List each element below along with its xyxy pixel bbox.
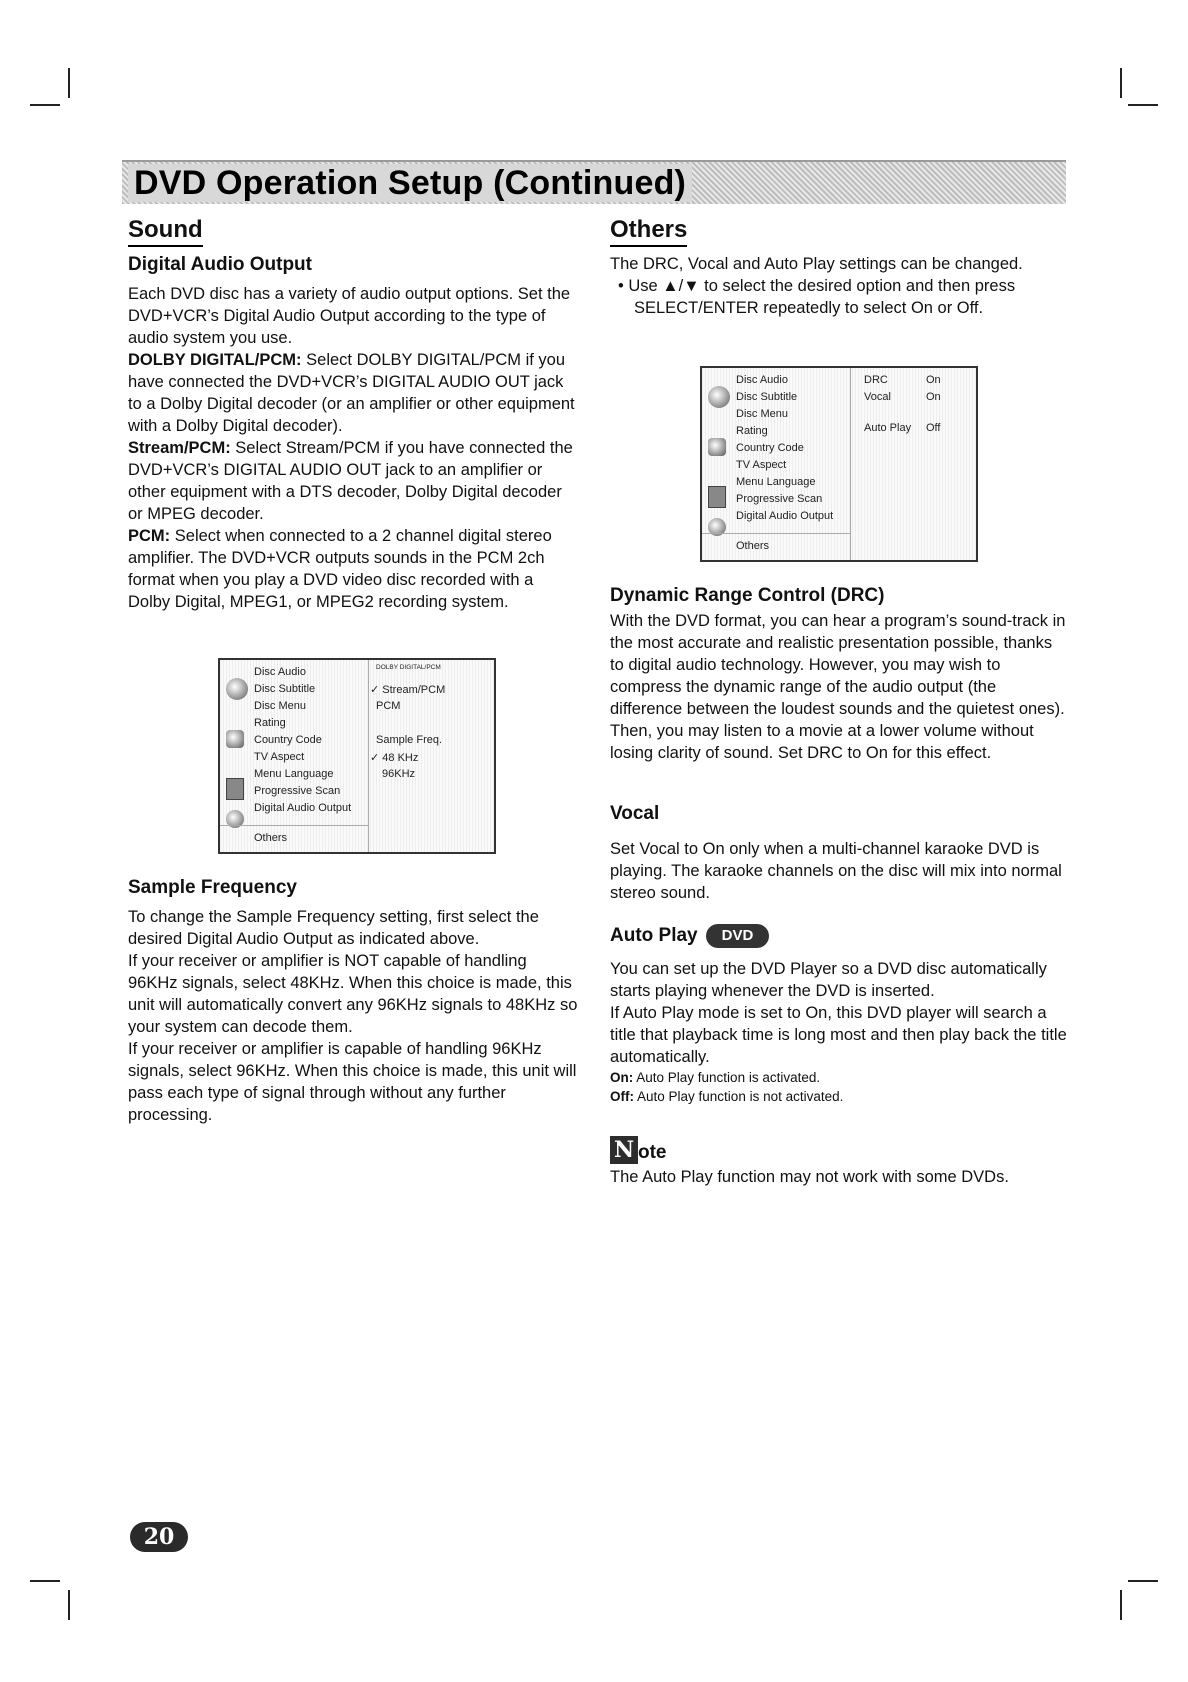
menu-item: Disc Audio — [254, 666, 306, 678]
menu-item: Digital Audio Output — [736, 510, 834, 522]
menu-others-row — [220, 825, 368, 852]
menu-option: PCM — [376, 700, 401, 712]
menu-others-row — [702, 533, 850, 560]
menu-item: Rating — [736, 425, 768, 437]
sound-heading: Sound — [128, 216, 203, 247]
crop-mark — [68, 68, 70, 98]
sf-paragraph: To change the Sample Frequency setting, first select the desired Digital Audio Output as indicated above. — [128, 908, 539, 948]
note-heading — [610, 1136, 1070, 1164]
section-banner — [122, 160, 1066, 204]
page-title: DVD Operation Setup (Continued) — [128, 164, 692, 202]
menu-item: Disc Menu — [736, 408, 788, 420]
sample-frequency-section — [128, 876, 578, 1126]
disc-icon — [226, 678, 248, 700]
dvd-badge: DVD — [706, 924, 770, 948]
menu-option: 96KHz — [382, 768, 416, 780]
autoplay-text: You can set up the DVD Player so a DVD disc automatically starts playing whenever the DVD is inserted. — [610, 960, 1047, 1001]
menu-item: Country Code — [736, 442, 804, 454]
disc-icon — [708, 386, 730, 408]
autoplay-heading-row — [610, 924, 1070, 948]
setup-menu-screenshot-others — [700, 366, 978, 562]
note-word: ote — [638, 1142, 667, 1163]
menu-option-vocal-value: On — [926, 391, 941, 403]
menu-item: Disc Menu — [254, 700, 306, 712]
language-icon — [226, 778, 244, 800]
drc-section — [610, 584, 1070, 764]
crop-mark — [1128, 104, 1158, 106]
crop-mark — [30, 104, 60, 106]
menu-option-vocal: Vocal — [864, 391, 891, 403]
pcm-label: PCM: — [128, 527, 171, 545]
sf-paragraph: If your receiver or amplifier is capable of handling 96KHz signals, select 96KHz. When this choice is made, this unit will pass each type of signal through without any further processing. — [128, 1040, 577, 1124]
autoplay-heading: Auto Play — [610, 925, 698, 947]
others-intro: The DRC, Vocal and Auto Play settings can be changed. — [610, 255, 1023, 273]
menu-item: Rating — [254, 717, 286, 729]
crop-mark — [68, 1590, 70, 1620]
crop-mark — [1120, 68, 1122, 98]
drc-heading: Dynamic Range Control (DRC) — [610, 585, 885, 606]
menu-item: Progressive Scan — [254, 785, 341, 797]
bullet-item: • Use ▲/▼ to select the desired option and then press SELECT/ENTER repeatedly to select On or Off. — [618, 277, 1016, 317]
page-number: 20 — [130, 1522, 188, 1552]
autoplay-text: If Auto Play mode is set to On, this DVD player will search a title that playback time is long most and then play back the title automatically. — [610, 1004, 1067, 1067]
note-text: The Auto Play function may not work with some DVDs. — [610, 1168, 1009, 1186]
dolby-paragraph — [128, 349, 578, 437]
vocal-text: Set Vocal to On only when a multi-channel karaoke DVD is playing. The karaoke channels on the disc will mix into normal stereo sound. — [610, 840, 1062, 902]
menu-item: Progressive Scan — [736, 493, 823, 505]
note-section — [610, 1136, 1070, 1188]
menu-item: Menu Language — [736, 476, 816, 488]
digital-audio-output-heading: Digital Audio Output — [128, 254, 312, 275]
vocal-heading: Vocal — [610, 803, 660, 824]
pcm-paragraph — [128, 525, 578, 613]
stream-paragraph — [128, 437, 578, 525]
setup-menu-screenshot-audio — [218, 658, 496, 854]
menu-item: Others — [254, 832, 288, 844]
sample-frequency-heading: Sample Frequency — [128, 877, 297, 898]
menu-option-autoplay: Auto Play — [864, 422, 912, 434]
menu-item-selected: Others — [736, 540, 770, 552]
bullet-text: Use ▲/▼ to select the desired option and then press SELECT/ENTER repeatedly to select On or Off. — [628, 277, 1016, 317]
note-icon: N — [610, 1136, 638, 1164]
right-column — [610, 216, 1070, 319]
dolby-text: Select DOLBY DIGITAL/PCM if you have connected the DVD+VCR’s DIGITAL AUDIO OUT jack to a Dolby Digital decoder (or an amplifier or other equipment with a Dolby Digital decoder). — [128, 351, 575, 435]
pcm-text: Select when connected to a 2 channel digital stereo amplifier. The DVD+VCR outputs sounds in the PCM 2ch format when you play a DVD video disc recorded with a Dolby Digital, MPEG1, or MPEG2 recording system. — [128, 527, 552, 611]
autoplay-off-line — [610, 1087, 1070, 1106]
autoplay-section — [610, 924, 1070, 1106]
menu-item: Country Code — [254, 734, 322, 746]
menu-item: Disc Subtitle — [254, 683, 316, 695]
menu-item: TV Aspect — [736, 459, 787, 471]
menu-item: TV Aspect — [254, 751, 305, 763]
others-heading: Others — [610, 216, 687, 247]
menu-item: Disc Subtitle — [736, 391, 798, 403]
menu-option-header: Sample Freq. — [376, 734, 443, 746]
off-label: Off: — [610, 1089, 634, 1105]
stream-label: Stream/PCM: — [128, 439, 231, 457]
menu-option-drc-value: On — [926, 374, 941, 386]
on-label: On: — [610, 1070, 634, 1086]
menu-option: DOLBY DIGITAL/PCM — [376, 664, 441, 671]
on-text: Auto Play function is activated. — [633, 1070, 821, 1086]
menu-option-selected: ✓ 48 KHz — [370, 752, 419, 764]
dao-intro: Each DVD disc has a variety of audio output options. Set the DVD+VCR’s Digital Audio Output according to the type of audio system you use. — [128, 285, 571, 347]
menu-item-selected: Digital Audio Output — [254, 802, 352, 814]
autoplay-on-line — [610, 1068, 1070, 1087]
menu-item: Disc Audio — [736, 374, 788, 386]
language-icon — [708, 486, 726, 508]
menu-option-selected: ✓ Stream/PCM — [370, 684, 446, 696]
dolby-label: DOLBY DIGITAL/PCM: — [128, 351, 302, 369]
vocal-section — [610, 802, 1070, 904]
menu-item: Menu Language — [254, 768, 334, 780]
crop-mark — [1120, 1590, 1122, 1620]
crop-mark — [1128, 1580, 1158, 1582]
crop-mark — [30, 1580, 60, 1582]
drc-text: With the DVD format, you can hear a program’s sound-track in the most accurate and realistic presentation possible, thanks to digital audio technology. However, you may wish to compress the dynamic range of the audio output (the difference between the loudest sounds and the quietest ones). Then, you may listen to a movie at a lower volume without losing clarity of sound. Set DRC to On for this effect. — [610, 612, 1066, 762]
menu-option-drc: DRC — [864, 374, 888, 386]
off-text: Auto Play function is not activated. — [634, 1089, 844, 1105]
stream-text: Select Stream/PCM if you have connected the DVD+VCR’s DIGITAL AUDIO OUT jack to an amplifier or other equipment with a DTS decoder, Dolby Digital decoder or MPEG decoder. — [128, 439, 573, 523]
sf-paragraph: If your receiver or amplifier is NOT capable of handling 96KHz signals, select 48KHz. When this choice is made, this unit will automatically convert any 96KHz signals to 48KHz so your system can decode them. — [128, 952, 578, 1036]
lock-icon — [708, 438, 726, 456]
left-column — [128, 216, 578, 613]
menu-option-autoplay-value: Off — [926, 422, 941, 434]
lock-icon — [226, 730, 244, 748]
